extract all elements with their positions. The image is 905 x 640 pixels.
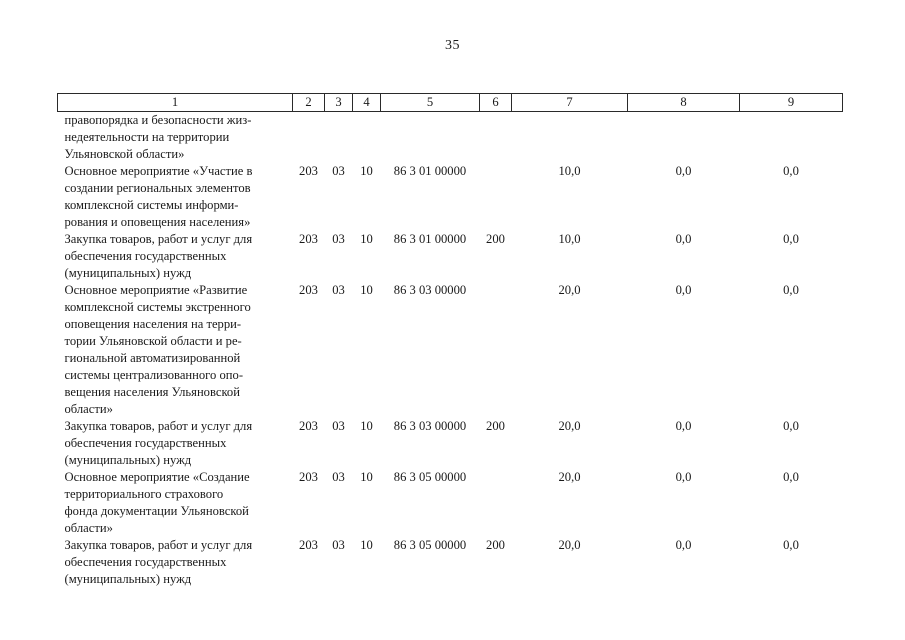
amount-col-9 <box>740 112 843 164</box>
amount-col-8: 0,0 <box>675 419 692 433</box>
amount-col-8: 0,0 <box>675 283 692 297</box>
header-col-9: 9 <box>740 94 843 112</box>
section-code: 203 <box>299 419 318 433</box>
section-code: 203 <box>299 232 318 246</box>
description-line: Основное мероприятие «Создание <box>64 470 250 484</box>
amount-col-7: 20,0 <box>558 419 581 433</box>
table-row <box>58 163 843 231</box>
amount-col-8 <box>628 112 740 164</box>
expense-type <box>480 282 512 418</box>
item-code: 10 <box>360 470 373 484</box>
amount-col-7: 10,0 <box>558 164 581 178</box>
row-description <box>58 112 293 164</box>
expense-type: 200 <box>486 419 505 433</box>
description-line: комплексной системы экстренного <box>64 300 251 314</box>
description-line: создании региональных элементов <box>64 181 251 195</box>
expense-type: 200 <box>486 232 505 246</box>
target-code <box>381 112 480 164</box>
subsection-code: 03 <box>332 164 345 178</box>
amount-col-9: 0,0 <box>783 283 799 297</box>
amount-col-7: 20,0 <box>558 538 581 552</box>
header-col-3: 3 <box>325 94 353 112</box>
header-col-6: 6 <box>480 94 512 112</box>
subsection-code <box>325 112 353 164</box>
row-description <box>58 163 293 231</box>
target-code: 86 3 01 00000 <box>393 232 467 246</box>
description-line: Закупка товаров, работ и услуг для <box>64 232 253 246</box>
budget-table <box>57 93 843 588</box>
description-line: обеспечения государственных <box>64 555 227 569</box>
amount-col-9: 0,0 <box>783 164 799 178</box>
description-line: (муниципальных) нужд <box>64 266 192 280</box>
description-line: Основное мероприятие «Участие в <box>64 164 253 178</box>
row-description <box>58 231 293 282</box>
header-col-8: 8 <box>628 94 740 112</box>
table-row <box>58 469 843 537</box>
description-line: области» <box>64 521 113 535</box>
description-line: области» <box>64 402 113 416</box>
subsection-code: 03 <box>332 538 345 552</box>
expense-type <box>480 163 512 231</box>
table-row <box>58 231 843 282</box>
subsection-code: 03 <box>332 419 345 433</box>
description-line: обеспечения государственных <box>64 249 227 263</box>
amount-col-8: 0,0 <box>675 470 692 484</box>
header-col-5: 5 <box>381 94 480 112</box>
amount-col-9: 0,0 <box>783 538 799 552</box>
description-line: Закупка товаров, работ и услуг для <box>64 538 253 552</box>
row-description <box>58 418 293 469</box>
description-line: Ульяновской области» <box>64 147 185 161</box>
section-code <box>293 112 325 164</box>
description-line: оповещения населения на терри- <box>64 317 242 331</box>
section-code: 203 <box>299 538 318 552</box>
expense-type <box>480 469 512 537</box>
description-line: обеспечения государственных <box>64 436 227 450</box>
section-code: 203 <box>299 283 318 297</box>
page-number: 35 <box>445 38 460 53</box>
description-line: недеятельности на территории <box>64 130 230 144</box>
item-code: 10 <box>360 419 373 433</box>
amount-col-9: 0,0 <box>783 232 799 246</box>
subsection-code: 03 <box>332 470 345 484</box>
item-code: 10 <box>360 283 373 297</box>
expense-type <box>480 112 512 164</box>
row-description <box>58 282 293 418</box>
header-col-2: 2 <box>293 94 325 112</box>
description-line: Закупка товаров, работ и услуг для <box>64 419 253 433</box>
amount-col-9: 0,0 <box>783 470 799 484</box>
description-line: рования и оповещения населения» <box>64 215 251 229</box>
table-row <box>58 282 843 418</box>
amount-col-7: 10,0 <box>558 232 581 246</box>
header-col-4: 4 <box>353 94 381 112</box>
amount-col-9: 0,0 <box>783 419 799 433</box>
amount-col-7 <box>512 112 628 164</box>
target-code: 86 3 03 00000 <box>393 283 467 297</box>
target-code: 86 3 05 00000 <box>393 538 467 552</box>
expense-type: 200 <box>486 538 505 552</box>
description-line: вещения населения Ульяновской <box>64 385 240 399</box>
amount-col-8: 0,0 <box>675 538 692 552</box>
header-row <box>58 94 843 112</box>
target-code: 86 3 03 00000 <box>393 419 467 433</box>
description-line: тории Ульяновской области и ре- <box>64 334 242 348</box>
table-header <box>58 94 843 112</box>
description-line: Основное мероприятие «Развитие <box>64 283 248 297</box>
section-code: 203 <box>299 164 318 178</box>
description-line: территориального страхового <box>64 487 224 501</box>
table-row <box>58 418 843 469</box>
table-body <box>58 112 843 589</box>
amount-col-8: 0,0 <box>675 232 692 246</box>
subsection-code: 03 <box>332 283 345 297</box>
amount-col-7: 20,0 <box>558 283 581 297</box>
item-code <box>353 112 381 164</box>
section-code: 203 <box>299 470 318 484</box>
row-description <box>58 537 293 588</box>
description-line: системы централизованного опо- <box>64 368 244 382</box>
row-description <box>58 469 293 537</box>
description-line: комплексной системы информи- <box>64 198 239 212</box>
target-code: 86 3 05 00000 <box>393 470 467 484</box>
description-line: фонда документации Ульяновской <box>64 504 249 518</box>
description-line: гиональной автоматизированной <box>64 351 241 365</box>
item-code: 10 <box>360 538 373 552</box>
item-code: 10 <box>360 164 373 178</box>
description-line: (муниципальных) нужд <box>64 453 192 467</box>
target-code: 86 3 01 00000 <box>393 164 467 178</box>
header-col-1: 1 <box>58 94 293 112</box>
amount-col-7: 20,0 <box>558 470 581 484</box>
item-code: 10 <box>360 232 373 246</box>
description-line: (муниципальных) нужд <box>64 572 192 586</box>
header-col-7: 7 <box>512 94 628 112</box>
table-row <box>58 537 843 588</box>
description-line: правопорядка и безопасности жиз- <box>64 113 252 127</box>
amount-col-8: 0,0 <box>675 164 692 178</box>
table-row <box>58 112 843 164</box>
subsection-code: 03 <box>332 232 345 246</box>
